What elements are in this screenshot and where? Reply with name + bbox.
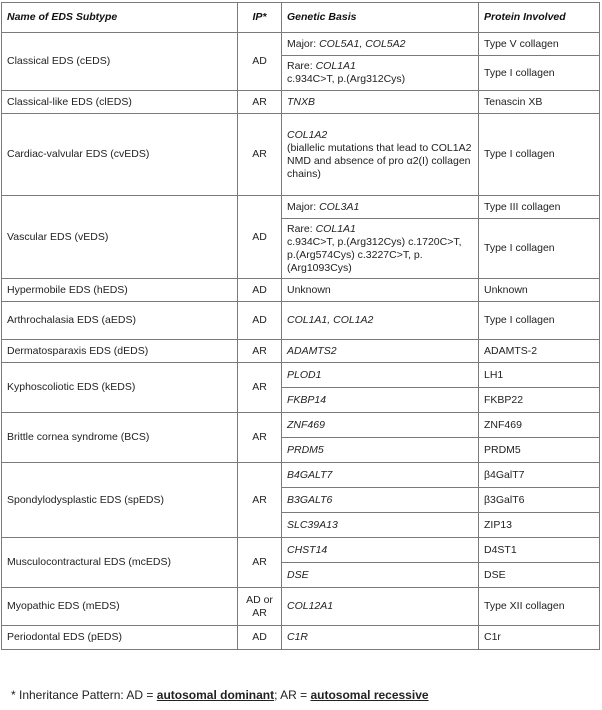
table-row <box>2 302 600 340</box>
gene-name: CHST14 <box>287 543 328 556</box>
inheritance-pattern: AD <box>238 33 282 91</box>
genetic-basis <box>282 388 479 413</box>
gene-name: COL1A1 <box>315 222 356 235</box>
footnote-middle: ; AR = <box>274 688 311 702</box>
table-row <box>2 196 600 219</box>
header-genetic-basis: Genetic Basis <box>282 3 479 33</box>
protein-involved: Type III collagen <box>479 196 600 219</box>
gene-name: ZNF469 <box>287 418 325 431</box>
gene-detail: c.934C>T, p.(Arg312Cys) <box>287 73 406 85</box>
gene-name: ADAMTS2 <box>287 344 337 357</box>
inheritance-pattern: AD <box>238 626 282 650</box>
gene-name: FKBP14 <box>287 393 327 406</box>
genetic-basis <box>282 438 479 463</box>
genetic-basis <box>282 219 479 279</box>
eds-subtype-table <box>1 2 600 650</box>
subtype-name: Brittle cornea syndrome (BCS) <box>2 413 238 463</box>
genetic-basis <box>282 114 479 196</box>
gene-prefix: Major: <box>287 200 320 213</box>
genetic-basis <box>282 488 479 513</box>
genetic-basis <box>282 56 479 91</box>
subtype-name: Cardiac-valvular EDS (cvEDS) <box>2 114 238 196</box>
genetic-basis <box>282 196 479 219</box>
gene-prefix: Rare: <box>287 60 316 72</box>
protein-involved: Type I collagen <box>479 114 600 196</box>
table-row <box>2 340 600 363</box>
table-row <box>2 91 600 114</box>
inheritance-pattern: AR <box>238 538 282 588</box>
header-name: Name of EDS Subtype <box>2 3 238 33</box>
inheritance-pattern: AD <box>238 302 282 340</box>
subtype-name: Vascular EDS (vEDS) <box>2 196 238 279</box>
gene-name: COL1A2 <box>287 128 328 141</box>
gene-name: COL3A1 <box>319 200 360 213</box>
protein-involved: PRDM5 <box>479 438 600 463</box>
subtype-name: Kyphoscoliotic EDS (kEDS) <box>2 363 238 413</box>
protein-involved: Type I collagen <box>479 56 600 91</box>
protein-involved: Unknown <box>479 279 600 302</box>
inheritance-pattern: AR <box>238 91 282 114</box>
table-row <box>2 413 600 438</box>
gene-detail: (biallelic mutations that lead to COL1A2 NMD and absence of pro α2(I) collagen chains) <box>287 141 472 180</box>
subtype-name: Spondylodysplastic EDS (spEDS) <box>2 463 238 538</box>
inheritance-pattern: AR <box>238 363 282 413</box>
subtype-name: Arthrochalasia EDS (aEDS) <box>2 302 238 340</box>
genetic-basis <box>282 91 479 114</box>
inheritance-pattern: AR <box>238 463 282 538</box>
protein-involved: Type V collagen <box>479 33 600 56</box>
gene-name: TNXB <box>287 95 316 108</box>
genetic-basis <box>282 588 479 626</box>
genetic-basis <box>282 340 479 363</box>
gene-prefix: Unknown <box>287 283 331 296</box>
protein-involved: ZNF469 <box>479 413 600 438</box>
table-row <box>2 33 600 56</box>
subtype-name: Classical-like EDS (clEDS) <box>2 91 238 114</box>
autosomal-recessive-term: autosomal recessive <box>310 688 429 702</box>
header-ip: IP* <box>238 3 282 33</box>
protein-involved: LH1 <box>479 363 600 388</box>
table-row <box>2 588 600 626</box>
inheritance-pattern: AD <box>238 196 282 279</box>
protein-involved: β3GalT6 <box>479 488 600 513</box>
gene-name: COL5A1, COL5A2 <box>319 37 406 50</box>
genetic-basis <box>282 563 479 588</box>
genetic-basis <box>282 302 479 340</box>
genetic-basis <box>282 513 479 538</box>
genetic-basis <box>282 279 479 302</box>
gene-name: C1R <box>287 631 309 643</box>
genetic-basis <box>282 463 479 488</box>
gene-name: B4GALT7 <box>287 468 333 481</box>
subtype-name: Dermatosparaxis EDS (dEDS) <box>2 340 238 363</box>
gene-name: COL12A1 <box>287 600 334 612</box>
protein-involved: ZIP13 <box>479 513 600 538</box>
subtype-name: Periodontal EDS (pEDS) <box>2 626 238 650</box>
table-row <box>2 363 600 388</box>
gene-name: PRDM5 <box>287 443 324 456</box>
subtype-name: Musculocontractural EDS (mcEDS) <box>2 538 238 588</box>
protein-involved: ADAMTS-2 <box>479 340 600 363</box>
header-protein: Protein Involved <box>479 3 600 33</box>
gene-name: COL1A1, COL1A2 <box>287 314 374 326</box>
inheritance-pattern: AR <box>238 114 282 196</box>
subtype-name: Myopathic EDS (mEDS) <box>2 588 238 626</box>
protein-involved: Type XII collagen <box>479 588 600 626</box>
protein-involved: FKBP22 <box>479 388 600 413</box>
genetic-basis <box>282 538 479 563</box>
protein-involved: Tenascin XB <box>479 91 600 114</box>
subtype-name: Classical EDS (cEDS) <box>2 33 238 91</box>
inheritance-pattern: AD <box>238 279 282 302</box>
table-body <box>2 33 600 650</box>
protein-involved: DSE <box>479 563 600 588</box>
gene-name: COL1A1 <box>315 60 356 72</box>
footnote <box>11 688 429 702</box>
table-row <box>2 626 600 650</box>
protein-involved: D4ST1 <box>479 538 600 563</box>
footnote-prefix: * Inheritance Pattern: AD = <box>11 688 157 702</box>
table-row <box>2 114 600 196</box>
table-row <box>2 538 600 563</box>
inheritance-pattern: AR <box>238 340 282 363</box>
genetic-basis <box>282 413 479 438</box>
table-row <box>2 279 600 302</box>
gene-name: B3GALT6 <box>287 493 333 506</box>
genetic-basis <box>282 626 479 650</box>
gene-detail: c.934C>T, p.(Arg312Cys) c.1720C>T, p.(Arg574Cys) c.3227C>T, p.(Arg1093Cys) <box>287 235 462 274</box>
table-row <box>2 463 600 488</box>
table-header-row <box>2 3 600 33</box>
genetic-basis <box>282 33 479 56</box>
gene-prefix: Major: <box>287 37 320 50</box>
protein-involved: β4GalT7 <box>479 463 600 488</box>
inheritance-pattern: AD or AR <box>238 588 282 626</box>
subtype-name: Hypermobile EDS (hEDS) <box>2 279 238 302</box>
gene-prefix: Rare: <box>287 222 316 235</box>
autosomal-dominant-term: autosomal dominant <box>156 688 275 702</box>
protein-involved: Type I collagen <box>479 219 600 279</box>
gene-name: PLOD1 <box>287 368 322 381</box>
gene-name: SLC39A13 <box>287 518 338 531</box>
protein-involved: Type I collagen <box>479 302 600 340</box>
protein-involved: C1r <box>479 626 600 650</box>
gene-name: DSE <box>287 568 309 581</box>
genetic-basis <box>282 363 479 388</box>
inheritance-pattern: AR <box>238 413 282 463</box>
